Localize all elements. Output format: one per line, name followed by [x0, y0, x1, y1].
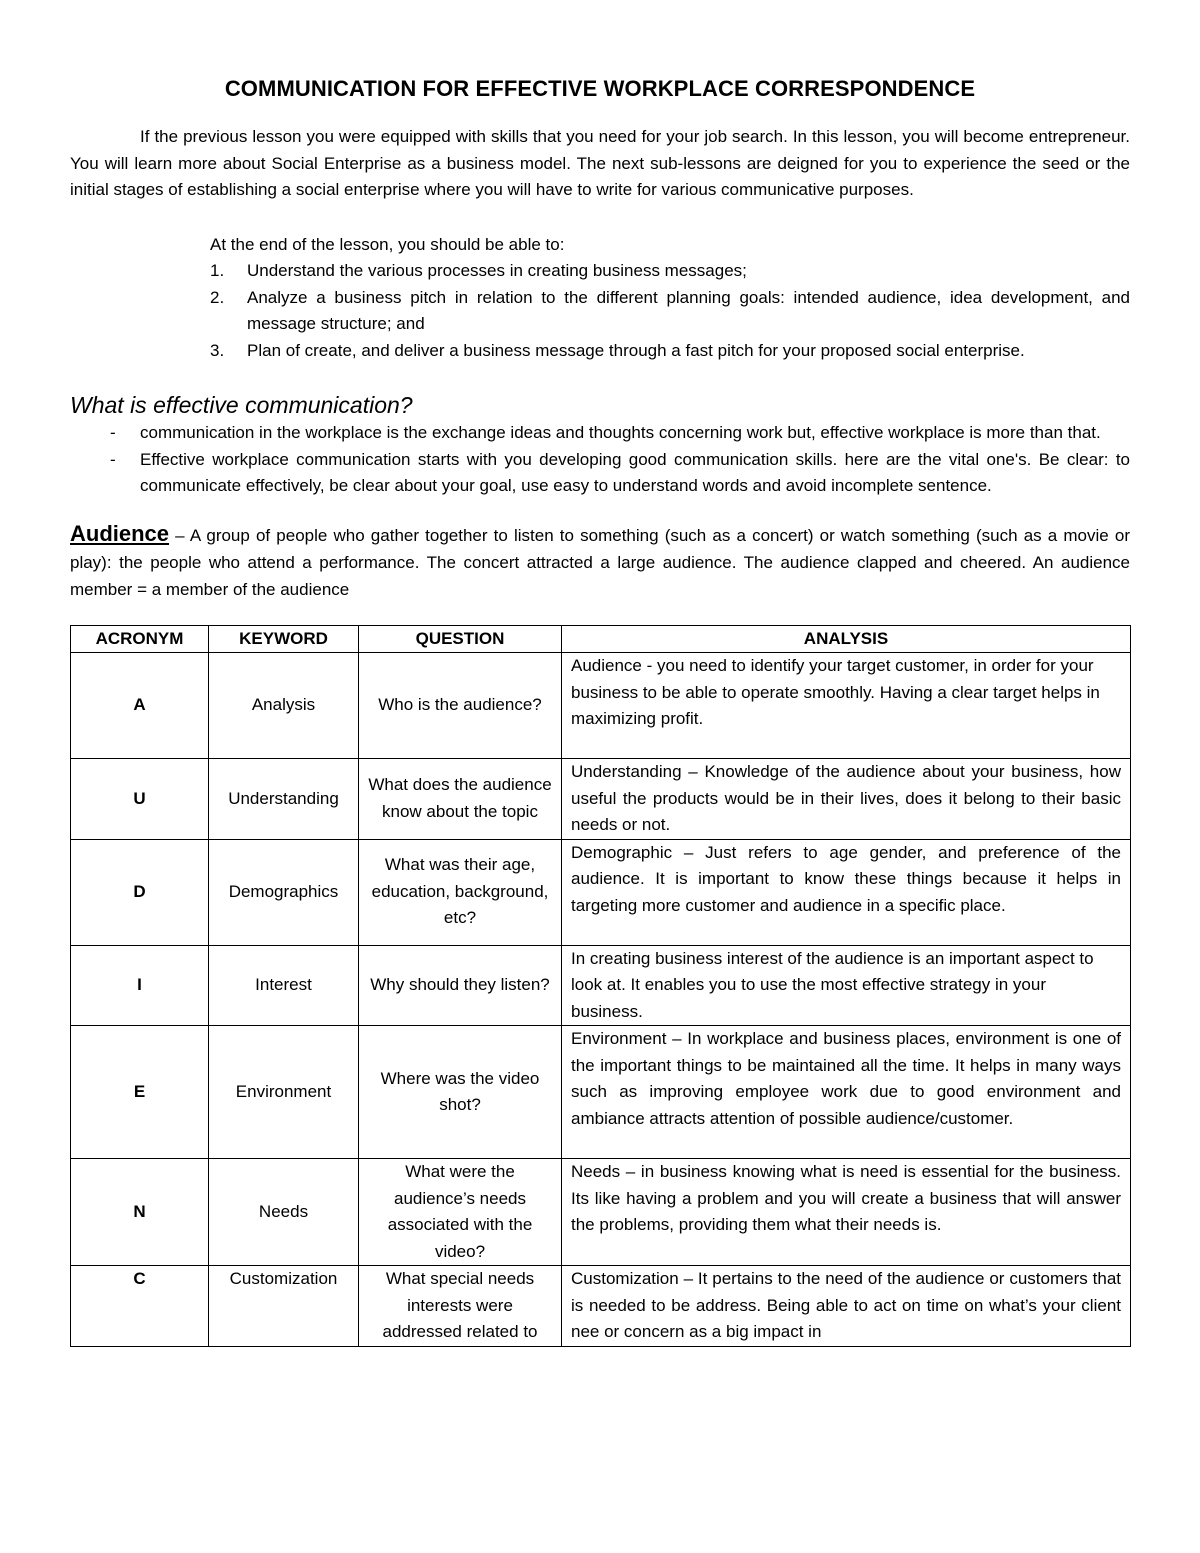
- bullet-dash: -: [110, 423, 116, 442]
- cell-keyword: Environment: [209, 1026, 359, 1159]
- table-row: [71, 653, 1131, 759]
- bullet-text: communication in the workplace is the exchange ideas and thoughts concerning work but, effective workplace is more than that.: [140, 423, 1101, 442]
- effective-communication-list: [70, 420, 1130, 500]
- cell-question: What was their age, education, background, etc?: [359, 839, 562, 945]
- cell-analysis: Customization – It pertains to the need of the audience or customers that is needed to be address. Being able to act on time on what’s your client nee or concern as a big impact in: [562, 1266, 1131, 1347]
- table-row: [71, 1266, 1131, 1347]
- cell-acronym: U: [71, 759, 209, 840]
- cell-question: Why should they listen?: [359, 945, 562, 1026]
- cell-acronym: C: [71, 1266, 209, 1347]
- cell-analysis: In creating business interest of the audience is an important aspect to look at. It enables you to use the most effective strategy in your business.: [562, 945, 1131, 1026]
- cell-analysis: Environment – In workplace and business places, environment is one of the important things to be maintained all the time. It helps in many ways such as improving employee work due to good environment and ambiance attracts attention of possible audience/customer.: [562, 1026, 1131, 1159]
- objective-number: 3.: [210, 340, 225, 360]
- bullet-text: Effective workplace communication starts with you developing good communication skills. here are the vital one's. Be clear: to communicate effectively, be clear about your goal, use easy to understand words and avoid incomplete sentence.: [140, 449, 1130, 495]
- objectives-list: [210, 258, 1130, 364]
- objectives-block: [210, 232, 1130, 365]
- cell-keyword: Customization: [209, 1266, 359, 1347]
- table-row: [71, 1159, 1131, 1266]
- audience-definition: [70, 520, 1130, 603]
- objective-item: [210, 258, 1130, 285]
- objective-item: [210, 285, 1130, 338]
- intro-paragraph: If the previous lesson you were equipped with skills that you need for your job search. In this lesson, you will become entrepreneur. You will learn more about Social Enterprise as a business model. The next sub-lessons are deigned for you to experience the seed or the initial stages of establishing a social enterprise where you will have to write for various communicative purposes.: [70, 127, 1130, 199]
- section-heading-effective-communication: What is effective communication?: [70, 392, 413, 418]
- cell-keyword: Interest: [209, 945, 359, 1026]
- table-row: [71, 839, 1131, 945]
- table-row: [71, 1026, 1131, 1159]
- document-page: [70, 70, 1130, 1347]
- objective-number: 2.: [210, 287, 225, 307]
- objective-text: Plan of create, and deliver a business message through a fast pitch for your proposed social enterprise.: [247, 340, 1025, 360]
- cell-keyword: Analysis: [209, 653, 359, 759]
- objective-text: Understand the various processes in creating business messages;: [247, 261, 747, 280]
- cell-question: What special needs interests were addressed related to: [359, 1266, 562, 1347]
- table-row: [71, 759, 1131, 840]
- cell-question: Where was the video shot?: [359, 1026, 562, 1159]
- table-header-row: [71, 625, 1131, 653]
- objective-number: 1.: [210, 261, 225, 280]
- document-title: COMMUNICATION FOR EFFECTIVE WORKPLACE CORRESPONDENCE: [224, 76, 976, 101]
- audience-analysis-table: [70, 625, 1131, 1347]
- cell-acronym: I: [71, 945, 209, 1026]
- objective-text: Analyze a business pitch in relation to the different planning goals: intended audience, idea development, and message structure; and: [247, 287, 1130, 333]
- cell-keyword: Demographics: [209, 839, 359, 945]
- cell-acronym: A: [71, 653, 209, 759]
- header-question: QUESTION: [359, 625, 562, 653]
- cell-analysis: Audience - you need to identify your target customer, in order for your business to be able to operate smoothly. Having a clear target helps in maximizing profit.: [562, 653, 1131, 759]
- cell-question: What does the audience know about the topic: [359, 759, 562, 840]
- cell-acronym: E: [71, 1026, 209, 1159]
- cell-analysis: Understanding – Knowledge of the audience about your business, how useful the products would be in their lives, does it belong to their basic needs or not.: [562, 759, 1131, 840]
- objective-item: [210, 338, 1130, 365]
- audience-definition-text: – A group of people who gather together to listen to something (such as a concert) or watch something (such as a movie or play): the people who attend a performance. The concert attracted a large audience. The audience clapped and cheered. An audience member = a member of the audience: [70, 525, 1130, 599]
- objectives-lead: At the end of the lesson, you should be able to:: [210, 234, 565, 254]
- audience-term: Audience: [70, 520, 170, 546]
- header-analysis: ANALYSIS: [562, 625, 1131, 653]
- cell-analysis: Needs – in business knowing what is need is essential for the business. Its like having a problem and you will create a business that will answer the problems, providing them what their needs is.: [562, 1159, 1131, 1266]
- cell-analysis: Demographic – Just refers to age gender, and preference of the audience. It is important to know these things because it helps in targeting more customer and audience in a specific place.: [562, 839, 1131, 945]
- cell-keyword: Understanding: [209, 759, 359, 840]
- cell-acronym: N: [71, 1159, 209, 1266]
- cell-keyword: Needs: [209, 1159, 359, 1266]
- cell-acronym: D: [71, 839, 209, 945]
- header-acronym: ACRONYM: [71, 625, 209, 653]
- cell-question: Who is the audience?: [359, 653, 562, 759]
- header-keyword: KEYWORD: [209, 625, 359, 653]
- list-item: [70, 447, 1130, 500]
- list-item: [70, 420, 1130, 447]
- bullet-dash: -: [110, 449, 116, 469]
- table-row: [71, 945, 1131, 1026]
- cell-question: What were the audience’s needs associated with the video?: [359, 1159, 562, 1266]
